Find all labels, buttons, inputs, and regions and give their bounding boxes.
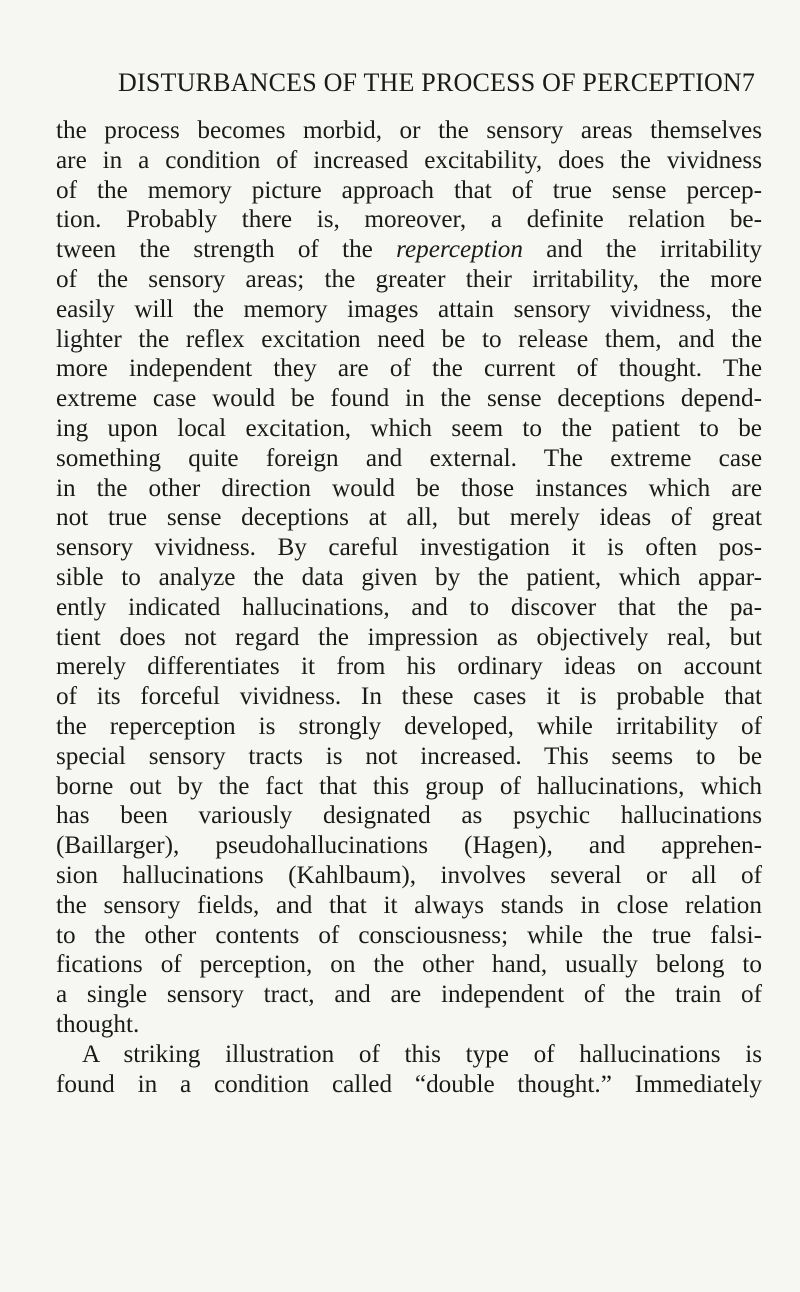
text-line: special sensory tracts is not increased. This seems to be bbox=[56, 742, 762, 770]
text-line: borne out by the fact that this group of hallucinations, which bbox=[56, 772, 762, 800]
text-run: and the irritability bbox=[522, 236, 763, 264]
text-line: found in a condition called “double thought.” Immediately bbox=[56, 1070, 762, 1098]
text-line: lighter the reflex excitation need be to release them, and the bbox=[56, 325, 762, 353]
text-line: more independent they are of the current of thought. The bbox=[56, 355, 762, 383]
text-line: of its forceful vividness. In these cases it is probable that bbox=[56, 683, 762, 711]
body-text bbox=[56, 116, 762, 1099]
text-line: something quite foreign and external. The extreme case bbox=[56, 444, 762, 472]
text-line: thought. bbox=[56, 1010, 140, 1038]
emphasized-term: reperception bbox=[396, 236, 523, 264]
text-line: the sensory fields, and that it always stands in close relation bbox=[56, 891, 762, 919]
running-head bbox=[118, 68, 756, 98]
text-line: extreme case would be found in the sense deceptions depend- bbox=[56, 385, 762, 413]
text-line: the process becomes morbid, or the sensory areas themselves bbox=[56, 117, 762, 144]
text-line: not true sense deceptions at all, but merely ideas of great bbox=[56, 504, 762, 532]
text-line bbox=[56, 235, 762, 265]
text-line: the reperception is strongly developed, while irritability of bbox=[56, 712, 762, 740]
text-line: (Baillarger), pseudohallucinations (Hagen), and apprehen- bbox=[56, 832, 762, 860]
text-line: tion. Probably there is, moreover, a definite relation be- bbox=[56, 206, 762, 234]
text-line: has been variously designated as psychic hallucinations bbox=[56, 802, 762, 830]
text-line: fications of perception, on the other hand, usually belong to bbox=[56, 951, 762, 979]
text-line: to the other contents of consciousness; while the true falsi- bbox=[56, 921, 762, 949]
text-line: ently indicated hallucinations, and to discover that the pa- bbox=[56, 593, 762, 621]
text-line: of the sensory areas; the greater their irritability, the more bbox=[56, 265, 762, 293]
text-line: sensory vividness. By careful investigation it is often pos- bbox=[56, 534, 762, 562]
text-line: merely differentiates it from his ordinary ideas on account bbox=[56, 653, 762, 681]
text-line: sible to analyze the data given by the patient, which appar- bbox=[56, 563, 762, 591]
text-line: easily will the memory images attain sensory vividness, the bbox=[56, 295, 762, 323]
text-line: a single sensory tract, and are independent of the train of bbox=[56, 981, 762, 1009]
text-line: ing upon local excitation, which seem to the patient to be bbox=[56, 414, 762, 442]
text-line: tient does not regard the impression as objectively real, but bbox=[56, 623, 762, 651]
text-line: are in a condition of increased excitability, does the vividness bbox=[56, 146, 762, 174]
text-line: sion hallucinations (Kahlbaum), involves several or all of bbox=[56, 861, 762, 889]
text-line: in the other direction would be those instances which are bbox=[56, 474, 762, 502]
text-run: tween the strength of the bbox=[56, 236, 397, 264]
text-line: of the memory picture approach that of true sense percep- bbox=[56, 176, 762, 204]
text-line: A striking illustration of this type of hallucinations is bbox=[82, 1040, 762, 1068]
page-number: 7 bbox=[741, 68, 756, 97]
running-head-title: DISTURBANCES OF THE PROCESS OF PERCEPTION bbox=[118, 68, 742, 97]
